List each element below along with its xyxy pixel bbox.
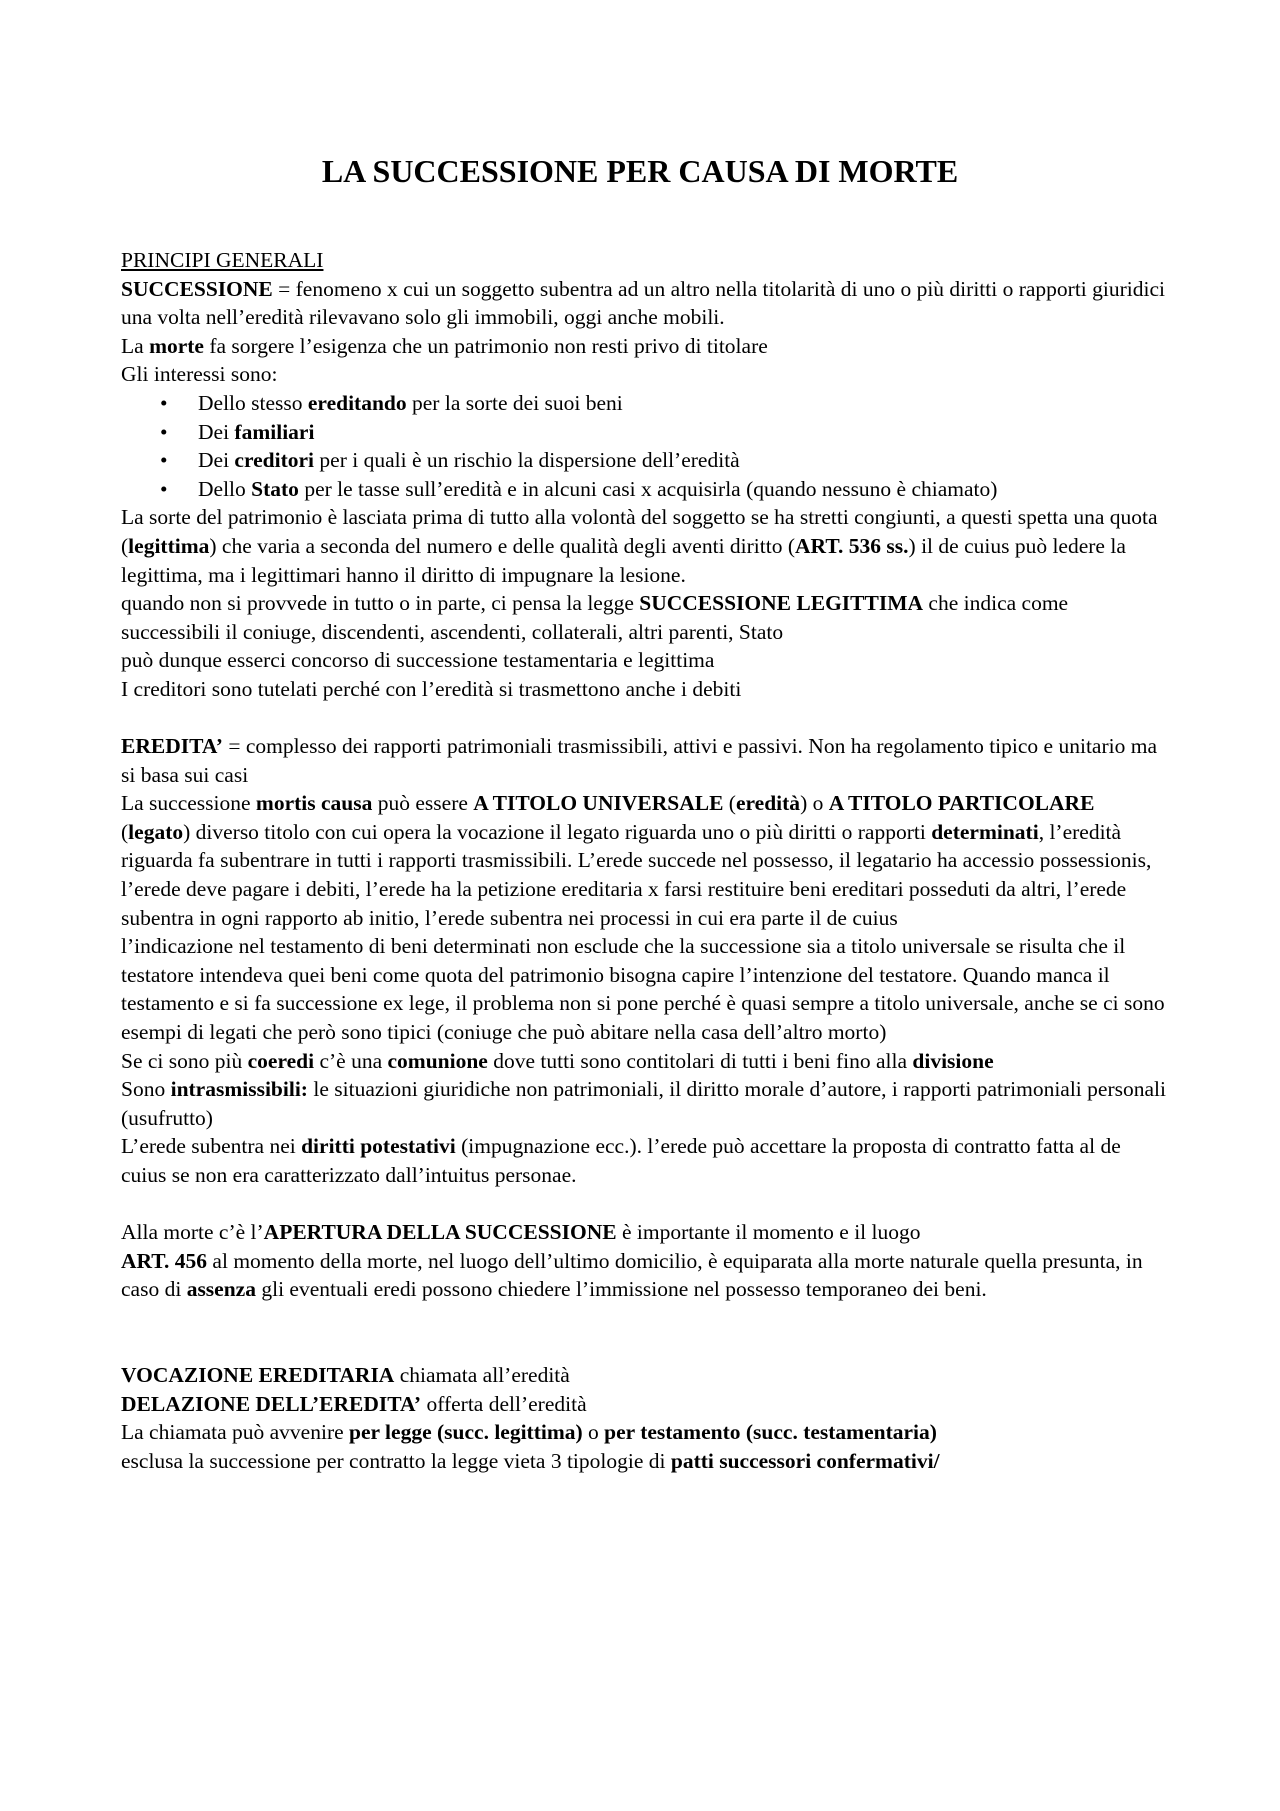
paragraph: esclusa la successione per contratto la legge vieta 3 tipologie di patti successori confermativi/: [121, 1448, 940, 1473]
bullet-icon: •: [160, 419, 168, 444]
paragraph: Sono intrasmissibili: le situazioni giuridiche non patrimoniali, il diritto morale d’autore, i rapporti patrimoniali personali (usufrutto): [121, 1077, 1166, 1130]
list-item: • Dei familiari: [121, 418, 1166, 447]
paragraph: L’erede subentra nei diritti potestativi (impugnazione ecc.). l’erede può accettare la proposta di contratto fatta al de cuius se non era caratterizzato dall’intuitus personae.: [121, 1134, 1121, 1187]
paragraph: EREDITA’ = complesso dei rapporti patrimoniali trasmissibili, attivi e passivi. Non ha regolamento tipico e unitario ma si basa sui casi: [121, 734, 1157, 787]
spacer: [121, 1190, 1166, 1219]
list-item: • Dello Stato per le tasse sull’eredità e in alcuni casi x acquisirla (quando nessuno è chiamato): [121, 475, 1166, 504]
paragraph: VOCAZIONE EREDITARIA chiamata all’eredità: [121, 1362, 570, 1387]
spacer: [121, 1304, 1166, 1361]
paragraph: Alla morte c’è l’APERTURA DELLA SUCCESSIONE è importante il momento e il luogo: [121, 1220, 921, 1245]
bullet-icon: •: [160, 448, 168, 473]
page-title: LA SUCCESSIONE PER CAUSA DI MORTE: [321, 153, 959, 189]
paragraph: La sorte del patrimonio è lasciata prima di tutto alla volontà del soggetto se ha stretti congiunti, a questi spetta una quota (legittima) che varia a seconda del numero e delle qualità degli aventi diritto (ART. 536 ss.) il de cuius può ledere la legittima, ma i legittimari hanno il diritto di impugnare la lesione.: [121, 505, 1158, 587]
paragraph: I creditori sono tutelati perché con l’eredità si trasmettono anche i debiti: [121, 676, 742, 701]
paragraph: ART. 456 al momento della morte, nel luogo dell’ultimo domicilio, è equiparata alla morte naturale quella presunta, in caso di assenza gli eventuali eredi possono chiedere l’immissione nel possesso temporaneo dei beni.: [121, 1248, 1143, 1302]
paragraph: SUCCESSIONE = fenomeno x cui un soggetto subentra ad un altro nella titolarità di uno o più diritti o rapporti giuridici: [121, 276, 1165, 301]
spacer: [121, 704, 1166, 733]
paragraph: l’indicazione nel testamento di beni determinati non esclude che la successione sia a titolo universale se risulta che il testatore intendeva quei beni come quota del patrimonio bisogna capire l’intenzione del testatore. Quando manca il testamento e si fa successione ex lege, il problema non si pone perché è quasi sempre a titolo universale, anche se ci sono esempi di legati che però sono tipici (coniuge che può abitare nella casa dell’altro morto): [121, 934, 1165, 1045]
interests-list: [121, 389, 1166, 503]
document-body: [121, 246, 1166, 1475]
bullet-icon: •: [160, 390, 168, 415]
bullet-icon: •: [160, 476, 168, 501]
list-item: • Dei creditori per i quali è un rischio la dispersione dell’eredità: [121, 446, 1166, 475]
paragraph: La morte fa sorgere l’esigenza che un patrimonio non resti privo di titolare: [121, 333, 768, 358]
paragraph: La chiamata può avvenire per legge (succ. legittima) o per testamento (succ. testamentaria): [121, 1420, 937, 1445]
paragraph: una volta nell’eredità rilevavano solo gli immobili, oggi anche mobili.: [121, 305, 725, 330]
paragraph: DELAZIONE DELL’EREDITA’ offerta dell’eredità: [121, 1391, 587, 1416]
section-heading: PRINCIPI GENERALI: [121, 248, 324, 272]
paragraph: La successione mortis causa può essere A TITOLO UNIVERSALE (eredità) o A TITOLO PARTICOLARE (legato) diverso titolo con cui opera la vocazione il legato riguarda uno o più diritti o rapporti determinati, l’eredità riguarda fa subentrare in tutti i rapporti trasmissibili. L’erede succede nel possesso, il legatario ha accessio possessionis, l’erede deve pagare i debiti, l’erede ha la petizione ereditaria x farsi restituire beni ereditari posseduti da altri, l’erede subentra in ogni rapporto ab initio, l’erede subentra nei processi in cui era parte il de cuius: [121, 791, 1152, 930]
list-item: • Dello stesso ereditando per la sorte dei suoi beni: [121, 389, 1166, 418]
paragraph: può dunque esserci concorso di successione testamentaria e legittima: [121, 648, 715, 673]
paragraph: Se ci sono più coeredi c’è una comunione dove tutti sono contitolari di tutti i beni fino alla divisione: [121, 1048, 994, 1073]
paragraph: quando non si provvede in tutto o in parte, ci pensa la legge SUCCESSIONE LEGITTIMA che indica come successibili il coniuge, discendenti, ascendenti, collaterali, altri parenti, Stato: [121, 591, 1069, 644]
paragraph: Gli interessi sono:: [121, 362, 278, 387]
